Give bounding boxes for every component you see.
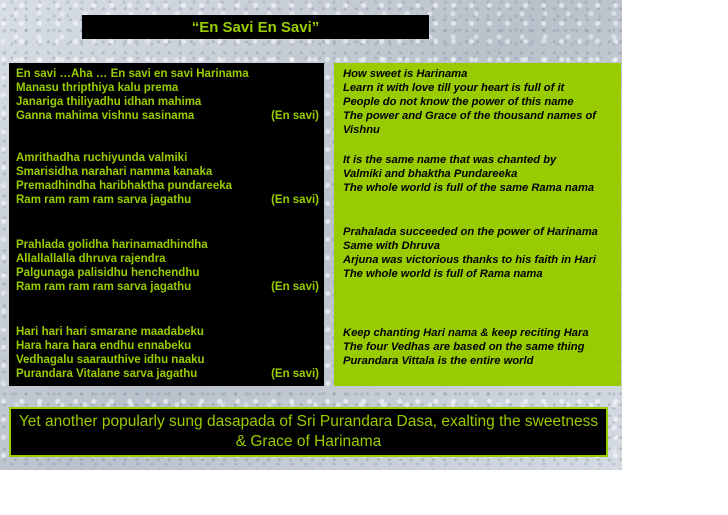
kannada-stanza-4 xyxy=(16,325,319,381)
refrain-label: (En savi) xyxy=(271,194,319,206)
english-stanza-1 xyxy=(343,67,623,137)
song-title-text: “En Savi En Savi” xyxy=(191,18,320,36)
translation-line: Same with Dhruva xyxy=(343,240,440,252)
kannada-stanza-3 xyxy=(16,238,319,294)
translation-line: The four Vedhas are based on the same thing xyxy=(343,341,585,353)
refrain-label: (En savi) xyxy=(271,281,319,293)
translation-line: It is the same name that was chanted by xyxy=(343,154,557,166)
lyric-line: En savi …Aha … En savi en savi Harinama xyxy=(16,68,249,80)
lyric-line: Allallallalla dhruva rajendra xyxy=(16,253,166,265)
kannada-lyrics-panel xyxy=(9,63,324,386)
lyric-line xyxy=(16,280,319,294)
song-title xyxy=(82,15,429,39)
kannada-stanza-2 xyxy=(16,151,319,207)
english-stanza-4 xyxy=(343,326,623,368)
lyric-line-text: Ram ram ram ram sarva jagathu xyxy=(16,194,192,206)
lyric-line: Hari hari hari smarane maadabeku xyxy=(16,326,204,338)
lyric-line: Premadhindha haribhaktha pundareeka xyxy=(16,180,233,192)
refrain-label: (En savi) xyxy=(271,368,319,380)
english-translation-panel xyxy=(334,63,621,386)
lyric-line xyxy=(16,193,319,207)
lyric-line: Manasu thripthiya kalu prema xyxy=(16,82,179,94)
english-stanza-3 xyxy=(343,225,623,281)
lyric-line-text: Ganna mahima vishnu sasinama xyxy=(16,110,195,122)
translation-line: How sweet is Harinama xyxy=(343,68,468,80)
translation-line: Keep chanting Hari nama & keep reciting Hara xyxy=(343,327,589,339)
translation-line: The power and Grace of the thousand names of Vishnu xyxy=(343,110,596,136)
caption-line-1: Yet another popularly sung dasapada of Sri Purandara Dasa, exalting the sweetness xyxy=(18,413,599,430)
translation-line: Valmiki and bhaktha Pundareeka xyxy=(343,168,518,180)
lyric-line: Janariga thiliyadhu idhan mahima xyxy=(16,96,202,108)
translation-line: The whole world is full of Rama nama xyxy=(343,268,543,280)
lyric-line xyxy=(16,109,319,123)
english-stanza-2 xyxy=(343,153,623,195)
lyric-line: Hara hara hara endhu ennabeku xyxy=(16,340,192,352)
kannada-stanza-1 xyxy=(16,67,319,123)
translation-line: Learn it with love till your heart is full of it xyxy=(343,82,565,94)
translation-line: Purandara Vittala is the entire world xyxy=(343,355,534,367)
translation-line: People do not know the power of this name xyxy=(343,96,574,108)
lyric-line: Smarisidha narahari namma kanaka xyxy=(16,166,213,178)
caption-box xyxy=(9,407,608,457)
lyric-line: Amrithadha ruchiyunda valmiki xyxy=(16,152,188,164)
refrain-label: (En savi) xyxy=(271,110,319,122)
caption-line-2: & Grace of Harinama xyxy=(235,433,382,450)
translation-line: Prahalada succeeded on the power of Harinama xyxy=(343,226,598,238)
lyric-line: Palgunaga palisidhu henchendhu xyxy=(16,267,200,279)
lyric-line xyxy=(16,367,319,381)
translation-line: The whole world is full of the same Rama nama xyxy=(343,182,595,194)
lyric-line-text: Ram ram ram ram sarva jagathu xyxy=(16,281,192,293)
translation-line: Arjuna was victorious thanks to his faith in Hari xyxy=(343,254,597,266)
lyric-line: Vedhagalu saarauthive idhu naaku xyxy=(16,354,205,366)
lyric-line: Prahlada golidha harinamadhindha xyxy=(16,239,208,251)
lyric-line-text: Purandara Vitalane sarva jagathu xyxy=(16,368,198,380)
